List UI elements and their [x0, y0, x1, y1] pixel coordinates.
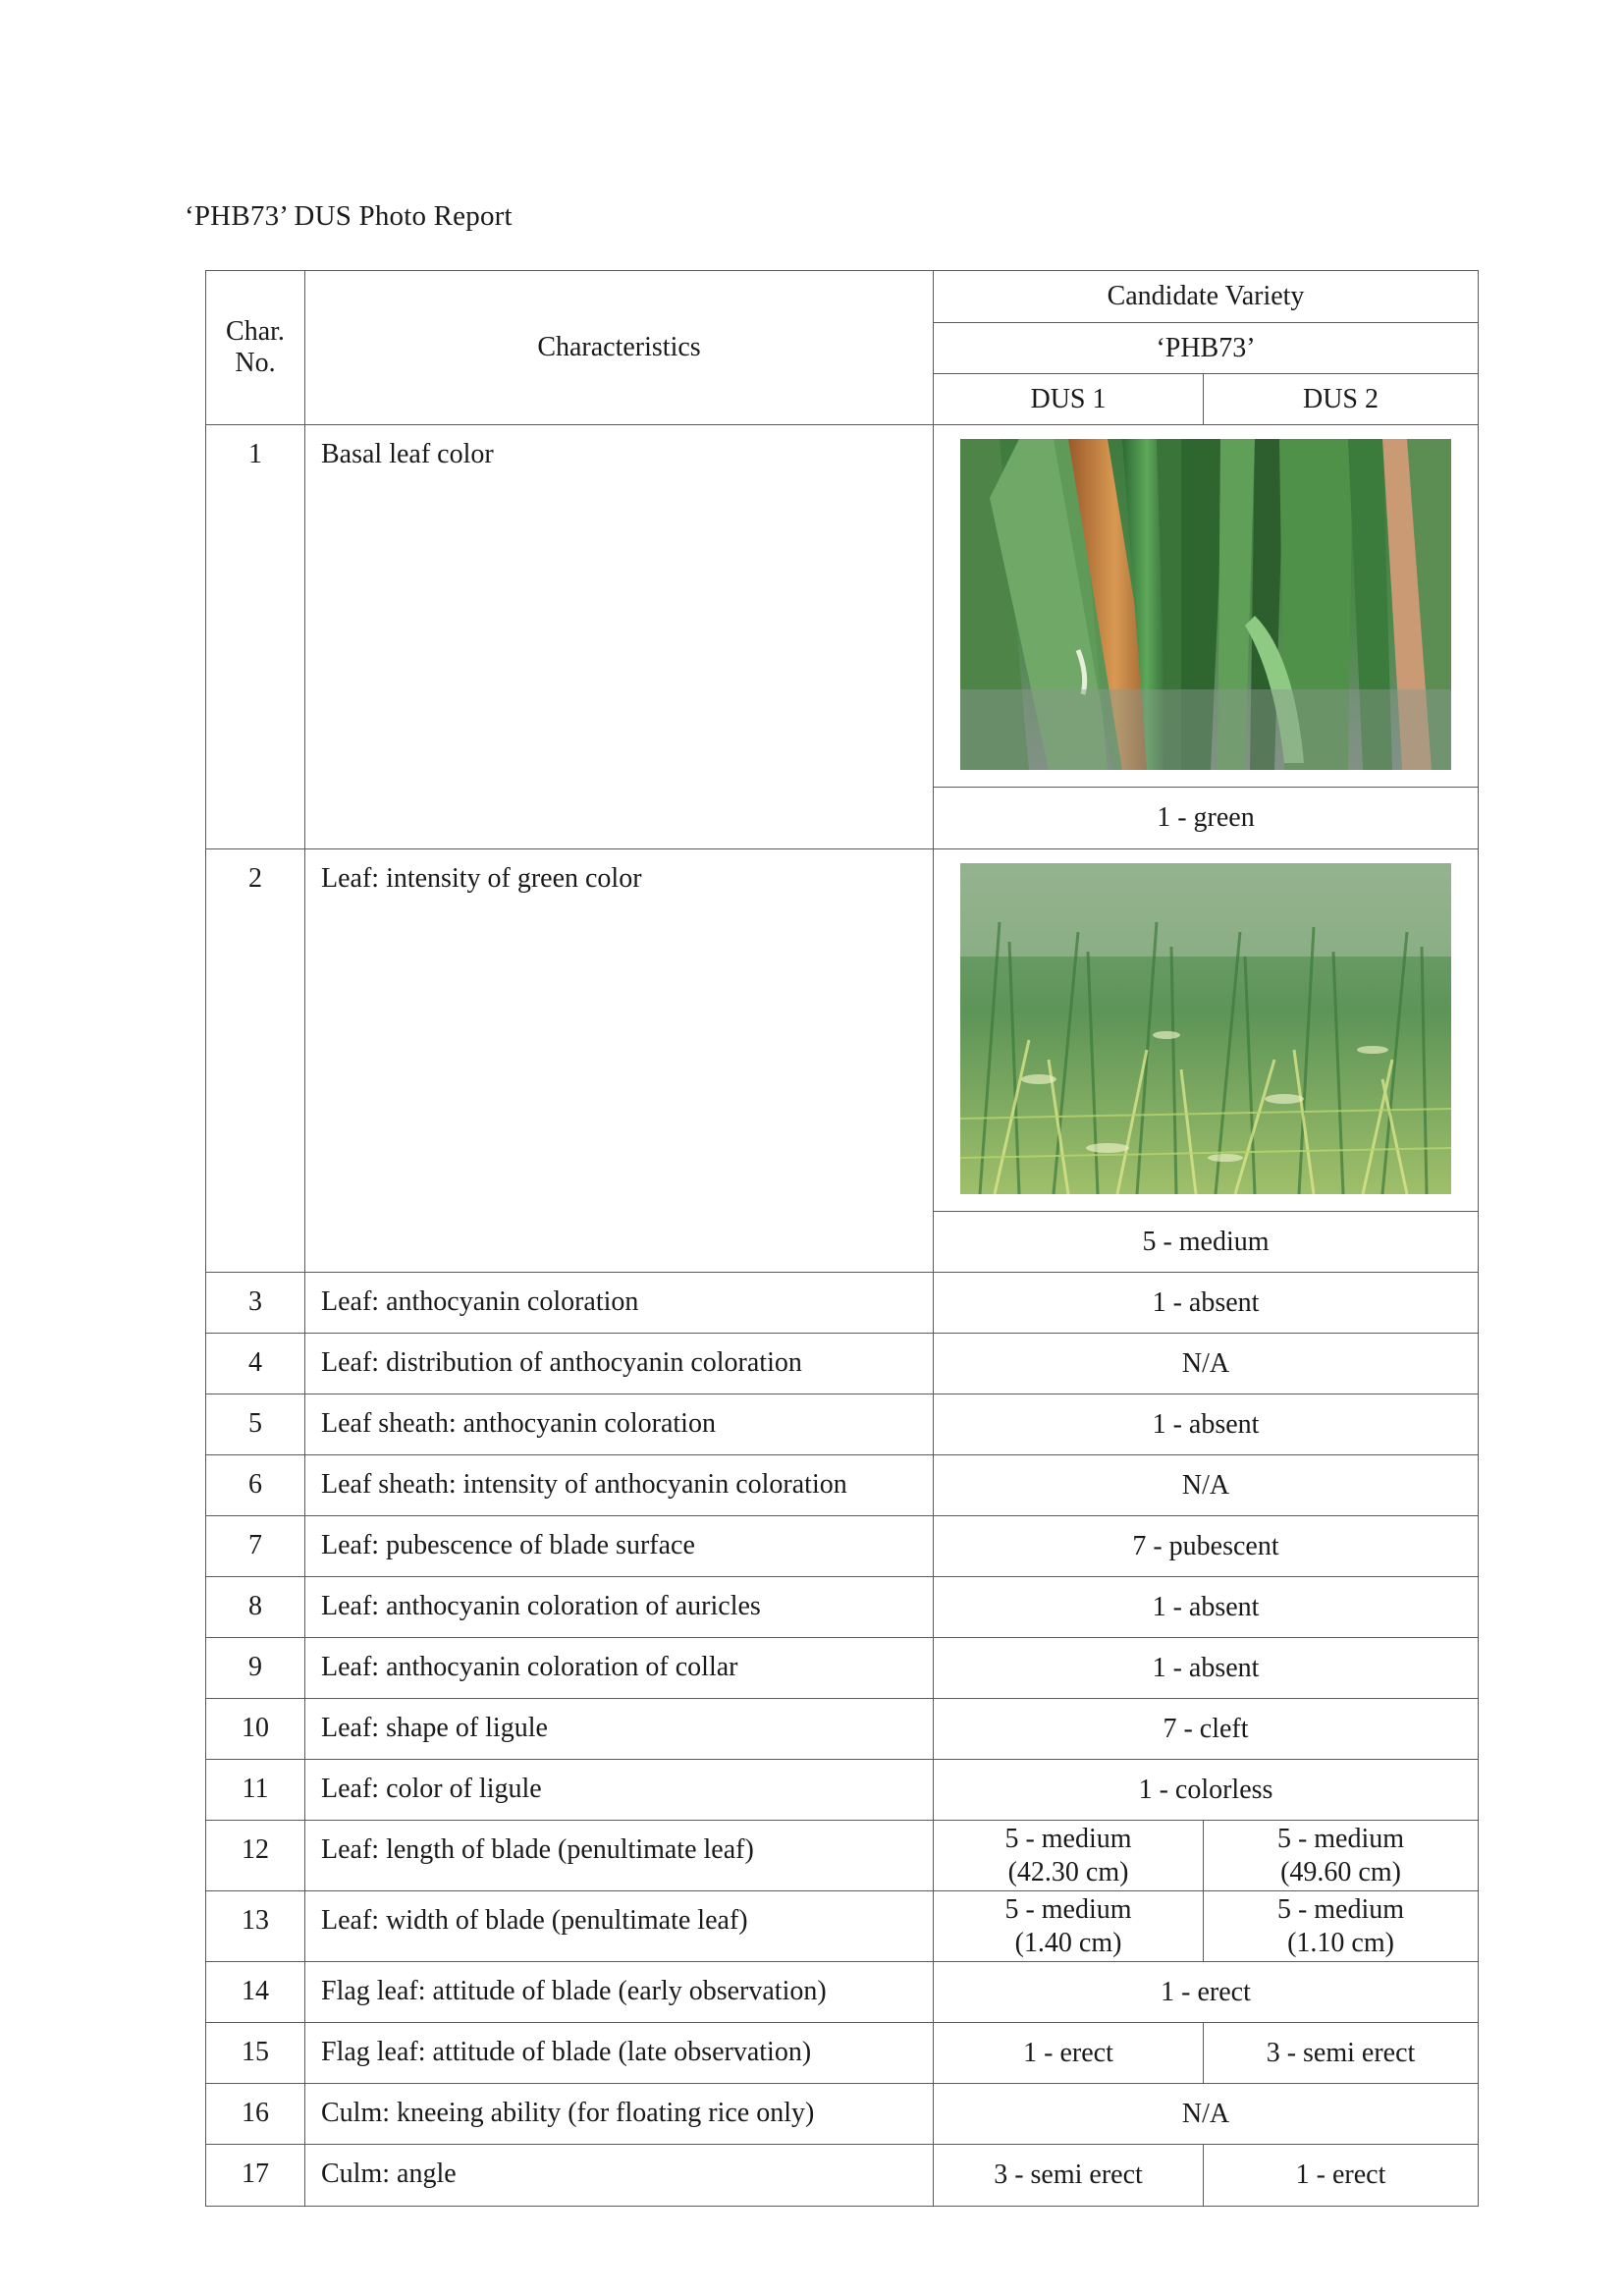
characteristics-header: Characteristics: [305, 271, 934, 425]
value-cell: 1 - green: [934, 788, 1479, 849]
value-cell: N/A: [934, 1455, 1479, 1516]
char-no: 3: [206, 1273, 305, 1334]
rice-field-photo: [960, 863, 1451, 1194]
dus2-value-cell: 5 - medium (1.10 cm): [1204, 1891, 1479, 1962]
value-cell: 1 - absent: [934, 1273, 1479, 1334]
characteristic-label: Leaf sheath: anthocyanin coloration: [305, 1394, 934, 1455]
candidate-variety-header: Candidate Variety: [934, 271, 1479, 323]
char-no: 15: [206, 2023, 305, 2084]
char-no: 4: [206, 1334, 305, 1394]
value-cell: 1 - absent: [934, 1394, 1479, 1455]
dus1-value-cell: 3 - semi erect: [934, 2145, 1204, 2207]
photo-cell: [934, 849, 1479, 1212]
basal-leaf-photo: [960, 439, 1451, 770]
dus-report-table: [205, 270, 1479, 2207]
value-cell: 1 - absent: [934, 1638, 1479, 1699]
char-no: 2: [206, 849, 305, 1273]
dus1-value-cell: 5 - medium (42.30 cm): [934, 1821, 1204, 1891]
value-cell: N/A: [934, 2084, 1479, 2145]
char-no: 5: [206, 1394, 305, 1455]
characteristic-label: Leaf: anthocyanin coloration of auricles: [305, 1577, 934, 1638]
characteristic-label: Culm: angle: [305, 2145, 934, 2207]
characteristic-label: Leaf: shape of ligule: [305, 1699, 934, 1760]
characteristic-label: Leaf: pubescence of blade surface: [305, 1516, 934, 1577]
value-cell: 7 - cleft: [934, 1699, 1479, 1760]
characteristic-label: Culm: kneeing ability (for floating rice only): [305, 2084, 934, 2145]
char-no: 6: [206, 1455, 305, 1516]
char-no: 13: [206, 1891, 305, 1962]
char-no: 12: [206, 1821, 305, 1891]
characteristic-label: Basal leaf color: [305, 425, 934, 849]
char-no: 14: [206, 1962, 305, 2023]
value-cell: 7 - pubescent: [934, 1516, 1479, 1577]
characteristic-label: Leaf: width of blade (penultimate leaf): [305, 1891, 934, 1962]
characteristic-label: Leaf: anthocyanin coloration: [305, 1273, 934, 1334]
dus1-value-cell: 1 - erect: [934, 2023, 1204, 2084]
variety-name-header: ‘PHB73’: [934, 323, 1479, 374]
page-title: ‘PHB73’ DUS Photo Report: [185, 200, 513, 232]
value-cell: N/A: [934, 1334, 1479, 1394]
dus2-header: DUS 2: [1204, 374, 1479, 425]
value-cell: 1 - absent: [934, 1577, 1479, 1638]
char-no-header: Char. No.: [206, 271, 305, 425]
dus1-header: DUS 1: [934, 374, 1204, 425]
char-no: 8: [206, 1577, 305, 1638]
characteristic-label: Leaf: color of ligule: [305, 1760, 934, 1821]
char-no: 9: [206, 1638, 305, 1699]
char-no: 7: [206, 1516, 305, 1577]
dus2-value-cell: 5 - medium (49.60 cm): [1204, 1821, 1479, 1891]
characteristic-label: Leaf: distribution of anthocyanin coloration: [305, 1334, 934, 1394]
characteristic-label: Leaf: anthocyanin coloration of collar: [305, 1638, 934, 1699]
char-no: 16: [206, 2084, 305, 2145]
characteristic-label: Flag leaf: attitude of blade (late observation): [305, 2023, 934, 2084]
characteristic-label: Leaf sheath: intensity of anthocyanin coloration: [305, 1455, 934, 1516]
char-no: 10: [206, 1699, 305, 1760]
dus1-value-cell: 5 - medium (1.40 cm): [934, 1891, 1204, 1962]
value-cell: 1 - erect: [934, 1962, 1479, 2023]
characteristic-label: Leaf: intensity of green color: [305, 849, 934, 1273]
value-cell: 5 - medium: [934, 1212, 1479, 1273]
value-cell: 1 - colorless: [934, 1760, 1479, 1821]
char-no: 1: [206, 425, 305, 849]
dus2-value-cell: 1 - erect: [1204, 2145, 1479, 2207]
photo-cell: [934, 425, 1479, 788]
char-no: 11: [206, 1760, 305, 1821]
characteristic-label: Leaf: length of blade (penultimate leaf): [305, 1821, 934, 1891]
dus2-value-cell: 3 - semi erect: [1204, 2023, 1479, 2084]
char-no: 17: [206, 2145, 305, 2207]
characteristic-label: Flag leaf: attitude of blade (early observation): [305, 1962, 934, 2023]
